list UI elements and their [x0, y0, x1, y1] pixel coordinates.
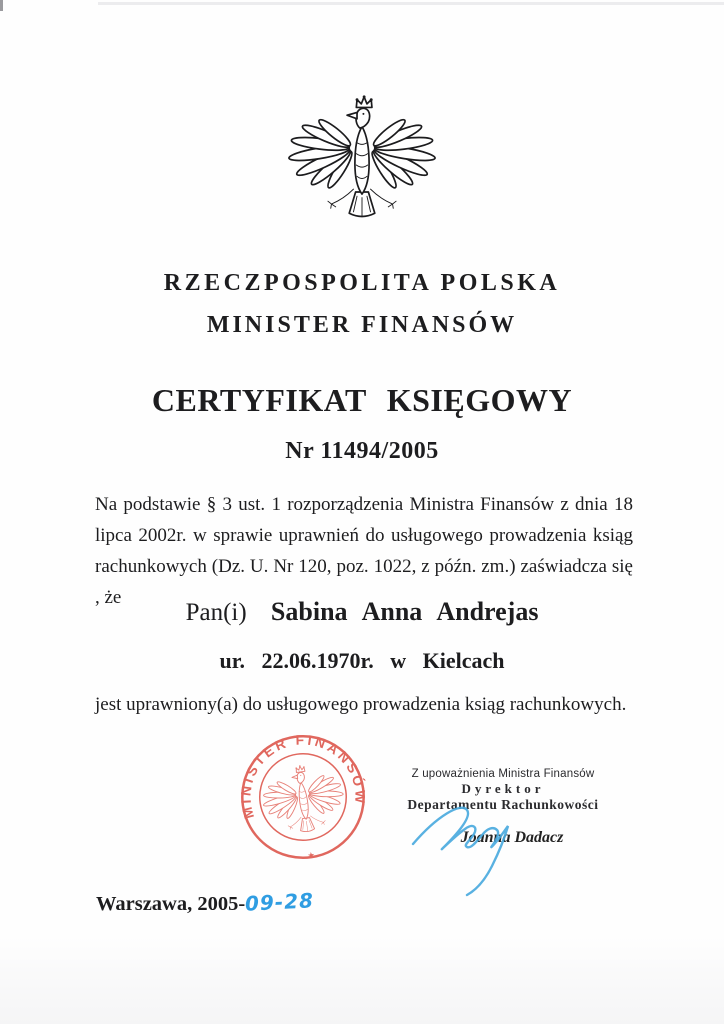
salutation: Pan(i)	[185, 599, 247, 626]
signer-name: Joanna Dadacz	[460, 829, 564, 846]
place-date-printed: Warszawa, 2005-	[96, 893, 246, 915]
scan-artifact-top-line	[98, 2, 724, 5]
handwritten-date: 09-28	[244, 888, 315, 916]
entitlement-statement: jest uprawniony(a) do usługowego prowadzenia ksiąg rachunkowych.	[95, 694, 627, 715]
place-date-line	[96, 888, 315, 916]
scan-artifact-bottom-shade	[0, 934, 724, 1024]
signer-department: Departamentu Rachunkowości	[407, 797, 599, 812]
certificate-title: CERTYFIKAT KSIĘGOWY	[151, 382, 573, 418]
holder-line	[0, 597, 724, 627]
scan-artifact-corner	[0, 0, 3, 11]
legal-basis-paragraph: Na podstawie § 3 ust. 1 rozporządzenia Ministra Finansów z dnia 18 lipca 2002r. w sprawie uprawnień do usługowego prowadzenia ksiąg rachunkowych (Dz. U. Nr 120, poz. 1022, z późn. zm.) zaświadcza się , że	[95, 494, 633, 608]
birth-line: ur. 22.06.1970r. w Kielcach	[219, 648, 505, 673]
issuer-header: MINISTER FINANSÓW	[206, 312, 518, 338]
stamp-ring-text: MINISTER FINANSÓW	[238, 732, 368, 821]
holder-name: Sabina Anna Andrejas	[270, 597, 539, 626]
authorization-line: Z upoważnienia Ministra Finansów	[411, 768, 595, 780]
signer-title: Dyrektor	[461, 781, 545, 796]
ministry-round-stamp	[224, 718, 382, 876]
polish-eagle-emblem	[286, 92, 438, 228]
signature-block	[396, 768, 610, 847]
certificate-number: Nr 11494/2005	[285, 438, 439, 464]
stamp-star: ★	[306, 849, 316, 861]
country-header: RZECZPOSPOLITA POLSKA	[163, 270, 561, 296]
